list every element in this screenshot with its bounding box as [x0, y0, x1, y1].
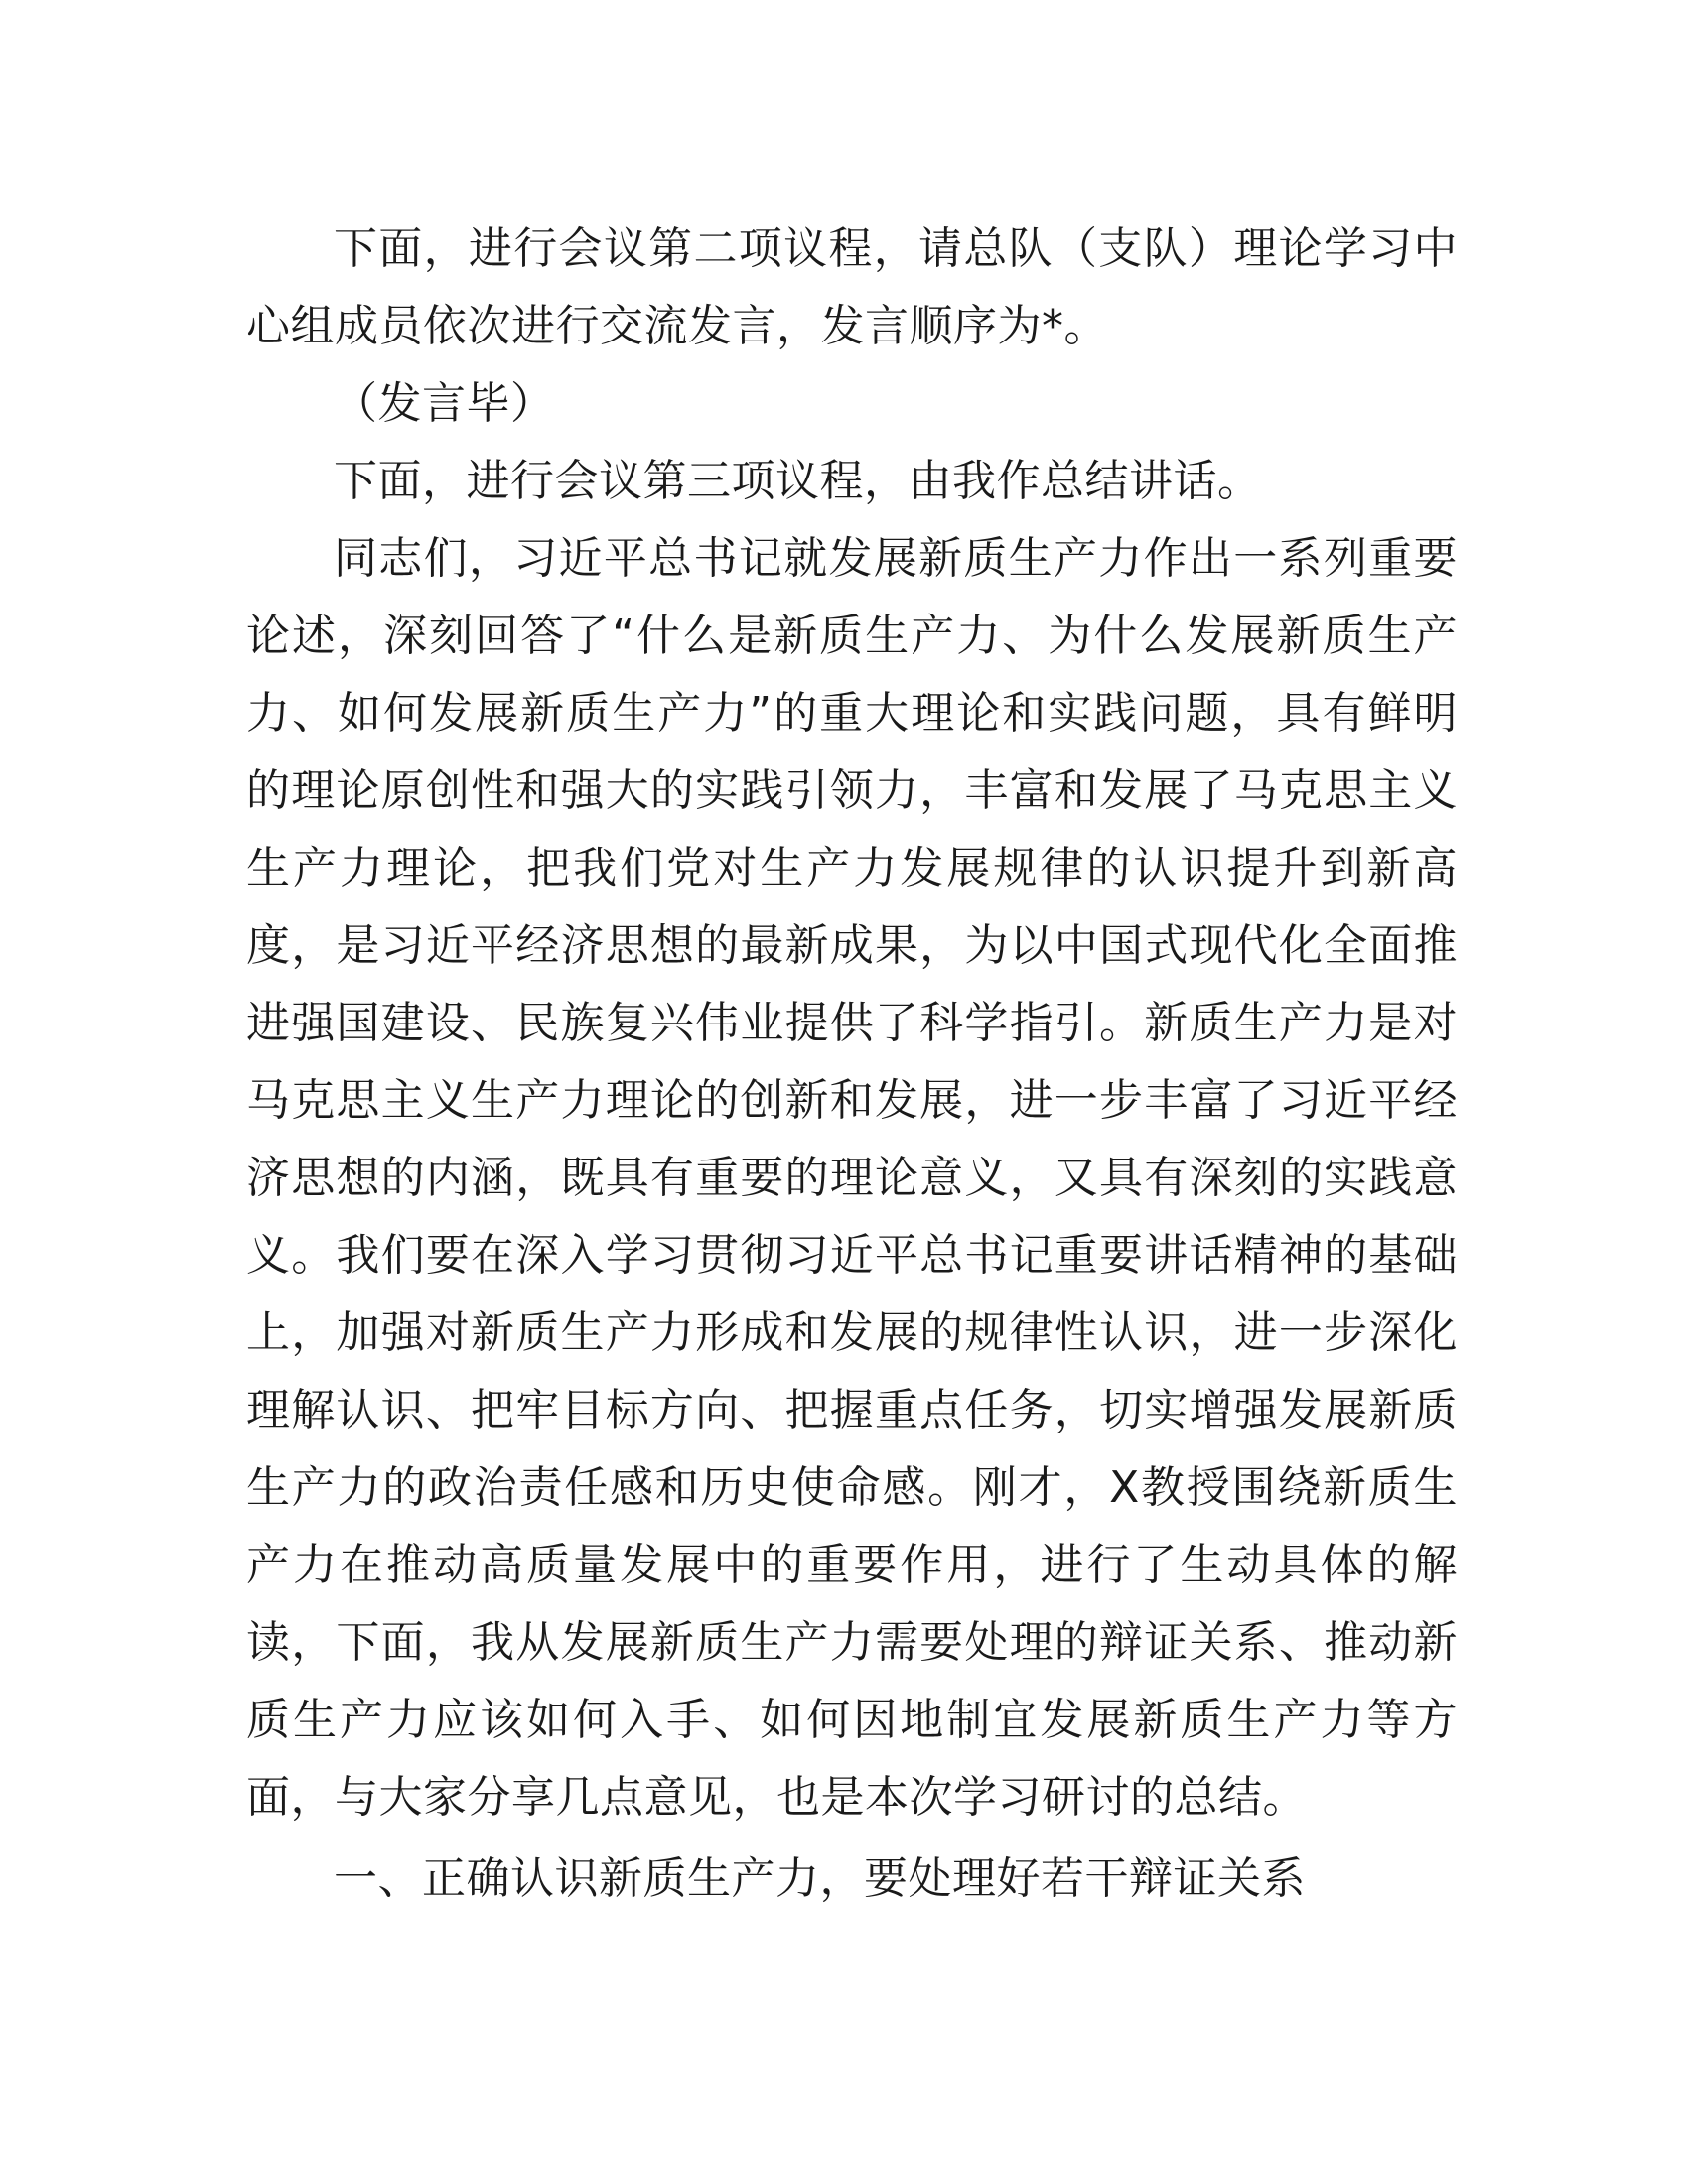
paragraph-agenda-three: 下面，进行会议第三项议程，由我作总结讲话。	[334, 456, 1262, 506]
section-heading: 一、正确认识新质生产力，要处理好若干辩证关系	[334, 1853, 1306, 1904]
paragraph-summary-speech: 同志们，习近平总书记就发展新质生产力作出一系列重要论述，深刻回答了“什么是新质生产力、为什么发展新质生产力、如何发展新质生产力”的重大理论和实践问题，具有鲜明的理论原创性和强大的实践引领力，丰富和发展了马克思主义生产力理论，把我们党对生产力发展规律的认识提升到新高度，是习近平经济思想的最新成果，为以中国式现代化全面推进强国建设、民族复兴伟业提供了科学指引。新质生产力是对马克思主义生产力理论的创新和发展，进一步丰富了习近平经济思想的内涵，既具有重要的理论意义，又具有深刻的实践意义。我们要在深入学习贯彻习近平总书记重要讲话精神的基础上，加强对新质生产力形成和发展的规律性认识，进一步深化理解认识、把牢目标方向、把握重点任务，切实增强发展新质生产力的政治责任感和历史使命感。刚才，X教授围绕新质生产力在推动高质量发展中的重要作用，进行了生动具体的解读，下面，我从发展新质生产力需要处理的辩证关系、推动新质生产力应该如何入手、如何因地制宜发展新质生产力等方面，与大家分享几点意见，也是本次学习研讨的总结。	[246, 533, 1458, 1823]
paragraph-speech-ended: （发言毕）	[334, 378, 555, 429]
paragraph-agenda-two: 下面，进行会议第二项议程，请总队（支队）理论学习中心组成员依次进行交流发言，发言顺序为*。	[246, 223, 1458, 351]
document-body	[246, 210, 1458, 1918]
